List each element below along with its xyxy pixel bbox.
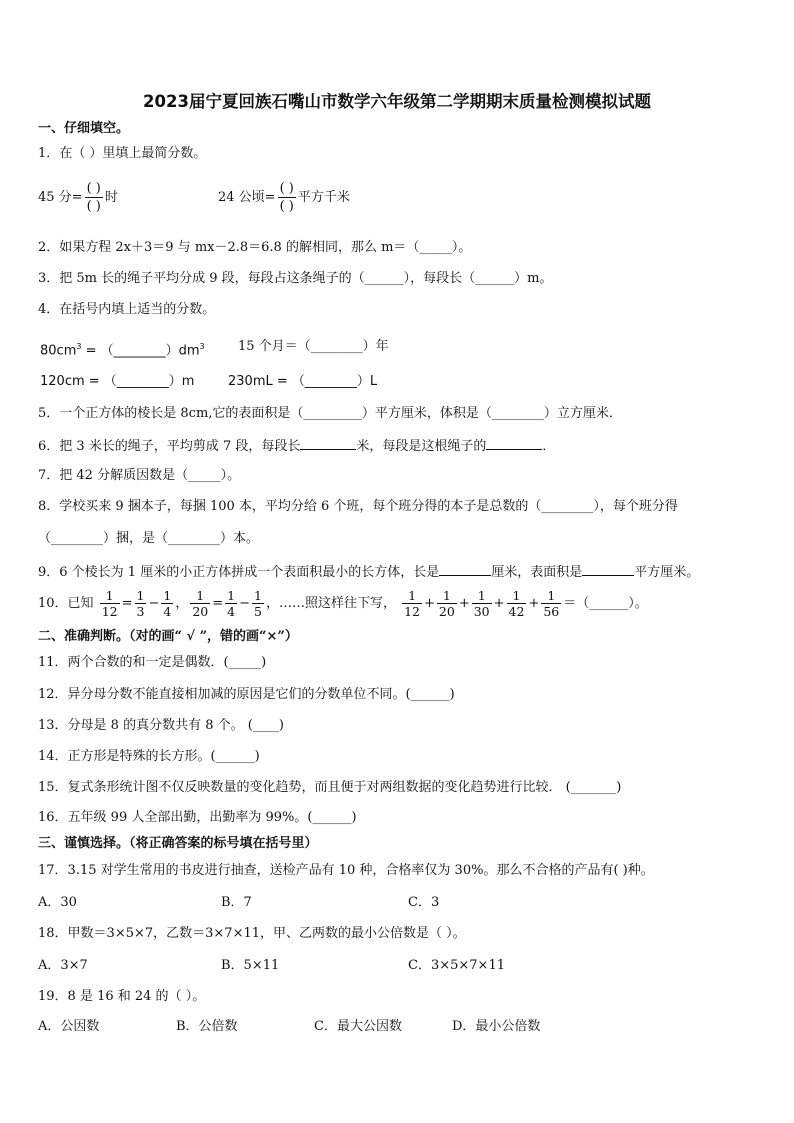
question-11: 11．两个合数的和一定是偶数．(_____) — [38, 655, 267, 670]
q10-sum-frac-30 — [472, 588, 492, 619]
frac-num: 1 — [136, 588, 145, 603]
frac-den: 12 — [404, 604, 421, 619]
q10-sum-frac-20 — [437, 588, 457, 619]
q17-option-a: A．30 — [38, 895, 77, 910]
q17-option-c: C．3 — [408, 895, 440, 910]
q1a-prefix: 45 分= — [38, 190, 83, 205]
q18-option-a: A．3×7 — [38, 958, 88, 973]
frac-num: 1 — [507, 588, 527, 604]
q1b-unit: 平方千米 — [297, 190, 350, 205]
question-10: 10．已知 $\frac{1}{12}$ = $\frac{1}{3}$ − $\frac{1}{4}$ ， $\frac{1}{20}$ = $\frac{1}{4}$ − $\frac{1}{5}$ ，……照这样往下写， $\frac{1}{12}$ + $\frac{1}{20}$ + $\frac{1}{30}$ + $\frac{1}{42}$ + $\frac{1}{56}$ ＝（______）。 — [38, 588, 648, 619]
question-19: 19．8 是 16 和 24 的（ ）。 — [38, 989, 206, 1004]
section-1-heading: 一、仔细填空。 — [38, 121, 130, 136]
frac-den: 5 — [254, 604, 262, 619]
frac-num: 1 — [472, 588, 492, 604]
question-14: 14．正方形是特殊的长方形。(______) — [38, 749, 260, 764]
question-18: 18．甲数＝3×5×7，乙数＝3×7×11，甲、乙两数的最小公倍数是（ ）。 — [38, 926, 466, 941]
frac-den: 12 — [101, 604, 118, 619]
q19-option-b: B．公倍数 — [176, 1019, 238, 1034]
frac-den: 4 — [163, 604, 172, 619]
q4a-sup2: 3 — [199, 342, 205, 351]
section-3-heading: 三、谨慎选择。（将正确答案的标号填在括号里） — [38, 836, 318, 851]
question-1: 1．在（ ）里填上最简分数。 — [38, 146, 207, 161]
q4a-eq: = （________）dm — [81, 343, 200, 359]
question-12: 12．异分母分数不能直接相加减的原因是它们的分数单位不同。(______) — [38, 687, 455, 702]
question-4-part-d: 230mL = （________）L — [228, 374, 378, 389]
question-6 — [38, 437, 555, 455]
q10-frac-1-4 — [161, 588, 173, 619]
q10-sum-frac-56 — [541, 588, 561, 619]
question-4-part-b: 15 个月＝（________）年 — [238, 339, 389, 354]
q1a-fraction — [85, 180, 103, 215]
question-8-line-1: 8．学校买来 9 捆本子，每捆 100 本，平均分给 6 个班，每个班分得的本子是总数的（________），每个班分得 — [38, 499, 678, 514]
q10-frac-1-20 — [190, 588, 210, 619]
question-4-part-a — [40, 339, 205, 359]
q10-end-text: ＝（______）。 — [563, 596, 648, 611]
q6-text-1: 6．把 3 米长的绳子，平均剪成 7 段，每段长 — [38, 439, 301, 454]
question-13: 13．分母是 8 的真分数共有 8 个。 (____) — [38, 718, 284, 733]
page-title: 2023届宁夏回族石嘴山市数学六年级第二学期期末质量检测模拟试题 — [143, 92, 651, 111]
question-9 — [38, 563, 699, 581]
frac-num: 1 — [163, 588, 172, 603]
q1a-unit: 时 — [104, 190, 118, 205]
q1b-prefix: 24 公顷= — [218, 190, 276, 205]
question-17: 17．3.15 对学生常用的书皮进行抽查，送检产品有 10 种，合格率仅为 30%。那么不合格的产品有( )种。 — [38, 863, 654, 878]
frac-den: 3 — [136, 604, 145, 619]
frac-num: 1 — [402, 588, 422, 604]
q9-text-2: 厘米，表面积是 — [491, 565, 583, 580]
q10-sum-frac-12 — [402, 588, 422, 619]
q10-frac-1-5 — [252, 588, 264, 619]
q19-option-c: C．最大公因数 — [314, 1019, 402, 1034]
q19-option-a: A．公因数 — [38, 1019, 100, 1034]
q6-blank-2 — [486, 437, 542, 450]
question-16: 16．五年级 99 人全部出勤，出勤率为 99%。(______) — [38, 810, 357, 825]
q10-mid-text: ，……照这样往下写， — [265, 596, 396, 611]
q4a-sup: 3 — [76, 342, 82, 351]
question-7: 7．把 42 分解质因数是（_____）。 — [38, 468, 241, 483]
q9-blank-1 — [439, 563, 491, 576]
question-1-part-b — [218, 180, 350, 215]
frac-num: 1 — [541, 588, 561, 604]
q1a-numerator: ( ) — [86, 181, 101, 196]
frac-den: 4 — [227, 604, 236, 619]
q6-text-2: 米，每段是这根绳子的 — [356, 439, 487, 454]
q10-label: 10．已知 — [38, 596, 94, 611]
q1a-denominator: ( ) — [86, 199, 101, 214]
frac-den: 42 — [508, 604, 525, 619]
question-4-part-c: 120cm = （________）m — [40, 374, 195, 389]
q6-text-3: ． — [542, 439, 556, 454]
frac-den: 20 — [438, 604, 455, 619]
question-15: 15．复式条形统计图不仅反映数量的变化趋势，而且便于对两组数据的变化趋势进行比较． (_______) — [38, 780, 622, 795]
frac-num: 1 — [254, 588, 262, 603]
frac-num: 1 — [437, 588, 457, 604]
q18-option-c: C．3×5×7×11 — [408, 958, 505, 973]
question-4: 4．在括号内填上适当的分数。 — [38, 302, 216, 317]
q19-option-d: D．最小公倍数 — [452, 1019, 541, 1034]
frac-num: 1 — [100, 588, 120, 604]
question-1-part-a — [38, 180, 118, 215]
frac-den: 20 — [192, 604, 209, 619]
section-2-heading: 二、准确判断。（对的画“ √ ”，错的画“×”） — [38, 629, 298, 644]
question-3: 3．把 5m 长的绳子平均分成 9 段，每段占这条绳子的（______），每段长（______）m。 — [38, 271, 553, 286]
frac-den: 56 — [543, 604, 560, 619]
q1b-numerator: ( ) — [279, 181, 294, 196]
question-2: 2．如果方程 2x＋3＝9 与 mx－2.8＝6.8 的解相同，那么 m＝（_____）。 — [38, 240, 472, 255]
q10-frac-1-3 — [135, 588, 147, 619]
q9-text-1: 9．6 个棱长为 1 厘米的小正方体拼成一个表面积最小的长方体，长是 — [38, 565, 440, 580]
q10-frac-1-4b — [225, 588, 237, 619]
q6-blank-1 — [300, 437, 356, 450]
frac-num: 1 — [227, 588, 236, 603]
q9-text-3: 平方厘米。 — [634, 565, 700, 580]
q9-blank-2 — [582, 563, 634, 576]
question-8-line-2: （________）捆，是（________）本。 — [38, 531, 260, 546]
q17-option-b: B．7 — [221, 895, 252, 910]
q10-frac-1-12 — [100, 588, 120, 619]
question-5: 5．一个正方体的棱长是 8cm,它的表面积是（_________）平方厘米，体积是（________）立方厘米． — [38, 406, 622, 421]
frac-num: 1 — [190, 588, 210, 604]
q1b-denominator: ( ) — [279, 199, 294, 214]
q4a-value: 80cm — [40, 343, 77, 359]
frac-den: 30 — [473, 604, 490, 619]
q10-sum-frac-42 — [507, 588, 527, 619]
q1b-fraction — [278, 180, 296, 215]
q18-option-b: B．5×11 — [221, 958, 280, 973]
